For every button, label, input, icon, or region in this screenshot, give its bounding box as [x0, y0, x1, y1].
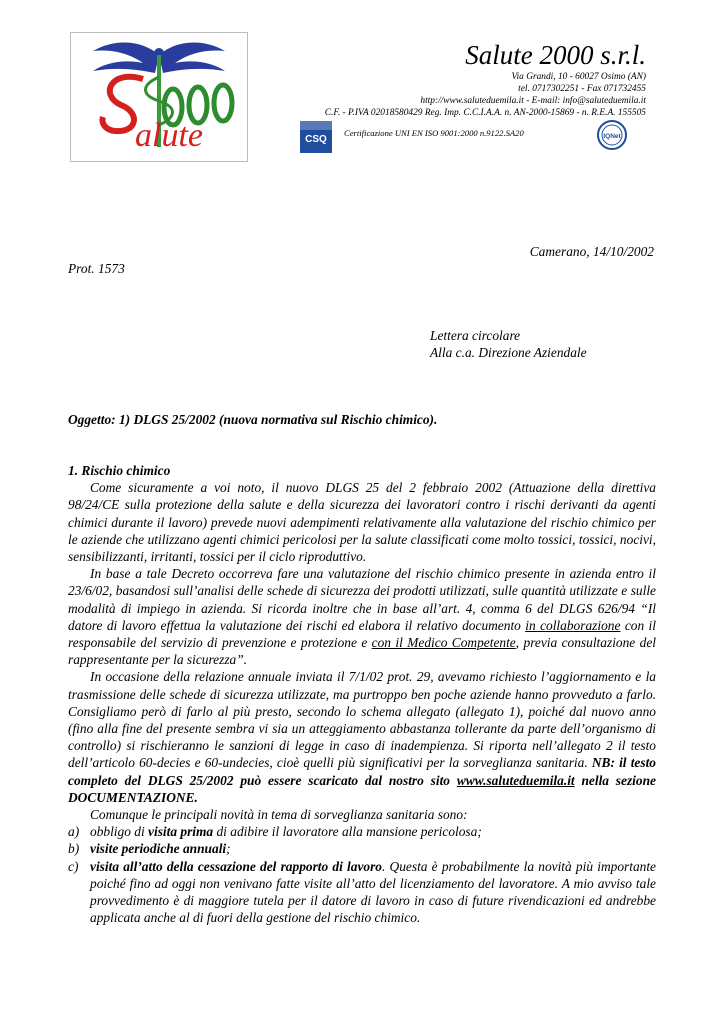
paragraph-1: Come sicuramente a voi noto, il nuovo DLGS 25 del 2 febbraio 2002 (Attuazione della direttiva 98/24/CE sulla protezione della salute e della sicurezza dei lavoratori contro i rischi derivanti da agenti chimici durante il lavoro) prevede nuovi adempimenti relativamente alla valutazione del rischio chimico per le aziende che utilizzano agenti chimici pericolosi per la salute classificati come molto tossici, tossici, nocivi, sensibilizzanti, irritanti, tossici per il ciclo riproduttivo.	[68, 480, 656, 565]
company-registry: C.F. - P.IVA 02018580429 Reg. Imp. C.C.I.A.A. n. AN-2000-15869 - n. R.E.A. 155505	[324, 108, 646, 118]
letter-subject: Oggetto: 1) DLGS 25/2002 (nuova normativa sul Rischio chimico).	[68, 412, 438, 427]
iqnet-logo	[597, 120, 627, 150]
underline-collaborazione: in collaborazione	[525, 617, 621, 633]
certification-text: Certificazione UNI EN ISO 9001:2000 n.9122.SA20	[344, 128, 524, 138]
list-item: a) obbligo di visita prima di adibire il lavoratore alla mansione pericolosa;	[68, 824, 482, 840]
paragraph-3: In occasione della relazione annuale inviata il 7/1/02 prot. 29, avevamo richiesto l’aggiornamento e la trasmissione delle schede di sicurezza utilizzate, ma purtroppo ben poche aziende hanno provveduto a farlo. Consigliamo però di farlo al più presto, secondo lo schema allegato (allegato 1), poiché dal nuovo anno (fino alla fine del presente sembra vi sia un atteggiamento abbastanza tollerante da parte dell’organismo di controllo) si rischieranno le sanzioni di legge in caso di inadempienza. Si riporta nell’allegato 2 il testo dell’articolo 60-decies e 60-undecies, cioè quelli più significativi per la sorveglianza sanitaria. NB: il testo completo del DLGS 25/2002 può essere scaricato dal nostro sito www.saluteduemila.it nella sezione DOCUMENTAZIONE.	[68, 669, 656, 805]
place-date: Camerano, 14/10/2002	[529, 244, 654, 259]
underline-medico-competente: con il Medico Competente	[371, 635, 516, 651]
iqnet-label: IQNet	[603, 133, 621, 140]
list-item: c) visita all’atto della cessazione del rapporto di lavoro. Questa è probabilmente la novità più importante poiché fino ad oggi non venivano fatte visite all’atto del licenziamento del lavoratore. A mio avviso tale provvedimento è di maggiore tutela per il datore di lavoro in caso di future rivendicazioni ed andrebbe applicata anche al di fuori della gestione del rischio chimico.	[68, 858, 656, 926]
svg-text:alute: alute	[135, 117, 203, 154]
company-address: Via Grandi, 10 - 60027 Osimo (AN)	[511, 72, 646, 82]
protocol-number: Prot. 1573	[68, 261, 125, 276]
csq-label: CSQ	[305, 134, 327, 145]
company-name: Salute 2000 s.r.l.	[465, 40, 646, 70]
recipient-line-2: Alla c.a. Direzione Aziendale	[430, 345, 587, 360]
recipient-line-1: Lettera circolare	[430, 328, 521, 343]
website-link[interactable]: www.saluteduemila.it	[456, 772, 575, 788]
letter-body	[68, 462, 656, 926]
list-item: b) visite periodiche annuali;	[68, 841, 231, 857]
csq-logo	[300, 121, 332, 153]
paragraph-2: In base a tale Decreto occorreva fare una valutazione del rischio chimico presente in azienda entro il 23/6/02, basandosi sull’analisi delle schede di sicurezza dei prodotti utilizzati, sulle quantità utilizzate e sulle modalità di impiego in azienda. Si ricorda inoltre che in base all’art. 4, comma 6 del DLGS 626/94 “Il datore di lavoro effettua la valutazione dei rischi ed elabora il relativo documento in collaborazione con il responsabile del servizio di prevenzione e protezione e con il Medico Competente, previa consultazione del rappresentante per la sicurezza”.	[68, 566, 656, 668]
company-logo	[70, 32, 248, 162]
company-phone: tel. 0717302251 - Fax 071732455	[518, 84, 646, 94]
company-web: http://www.saluteduemila.it - E-mail: info@saluteduemila.it	[420, 96, 646, 106]
paragraph-4: Comunque le principali novità in tema di sorveglianza sanitaria sono:	[90, 807, 468, 823]
section-title: 1. Rischio chimico	[68, 463, 171, 478]
